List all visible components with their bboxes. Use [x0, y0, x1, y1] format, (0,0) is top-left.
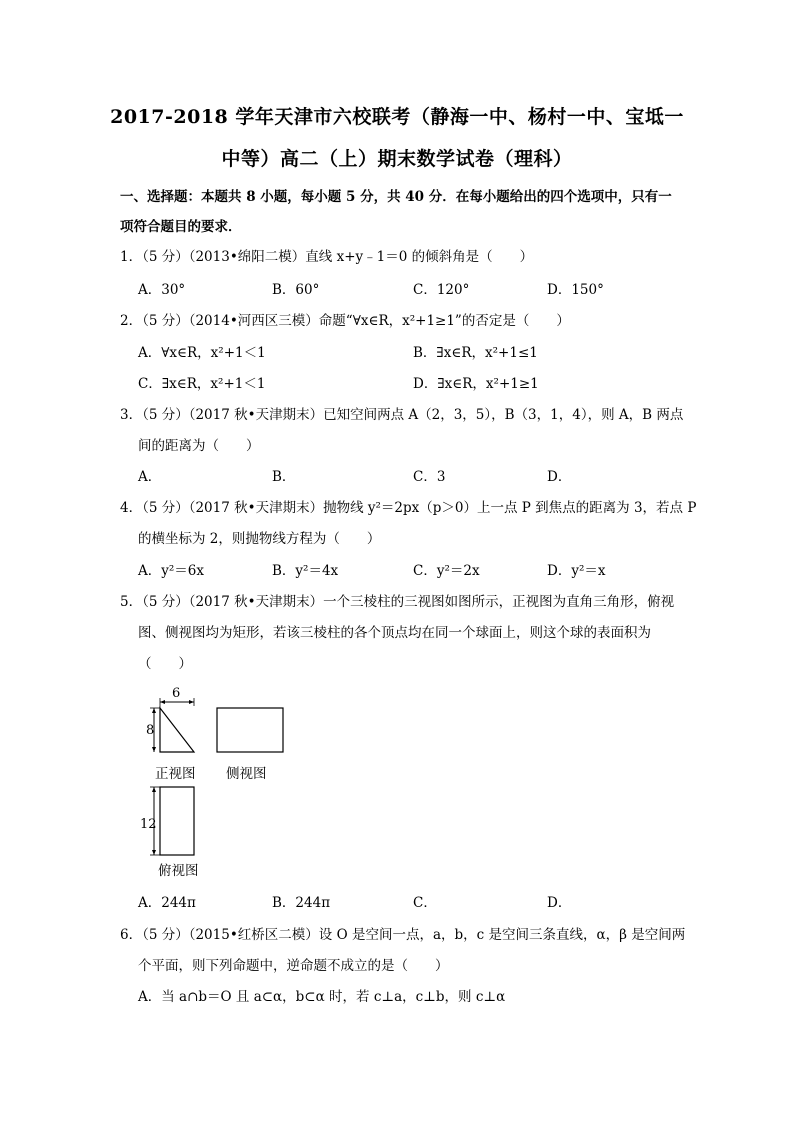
question-6-option-a: A．当 a∩b＝O 且 a⊂α，b⊂α 时，若 c⊥a，c⊥b，则 c⊥α — [138, 989, 506, 1005]
dimension-label-depth: 12 — [140, 817, 157, 832]
section-heading-line-2: 项符合题目的要求． — [120, 219, 242, 235]
dimension-label-height: 8 — [146, 723, 155, 738]
question-1-option-d: D．150° — [547, 282, 604, 298]
top-view-label: 俯视图 — [158, 863, 199, 879]
exam-title-line-1: 2017-2018 学年天津市六校联考（静海一中、杨村一中、宝坻一 — [110, 106, 684, 128]
dimension-label-width: 6 — [172, 686, 181, 701]
question-3-stem-line-1: 3．（5 分）（2017 秋•天津期末）已知空间两点 A（2，3，5），B（3，1，4），则 A，B 两点 — [120, 407, 684, 423]
question-1-stem: 1．（5 分）（2013•绵阳二模）直线 x+y﹣1＝0 的倾斜角是（ ） — [120, 249, 534, 265]
question-3-stem-line-2: 间的距离为（ ） — [138, 438, 260, 454]
side-view-label: 侧视图 — [226, 766, 267, 782]
exam-title-line-2: 中等）高二（上）期末数学试卷（理科） — [221, 148, 573, 170]
front-view-triangle — [160, 708, 194, 752]
question-4-option-d: D．y²＝x — [547, 563, 606, 579]
question-4-stem-line-1: 4．（5 分）（2017 秋•天津期末）抛物线 y²＝2px（p＞0）上一点 P 到焦点的距离为 3，若点 P — [120, 500, 697, 516]
front-view-label: 正视图 — [155, 766, 196, 782]
question-2-option-a: A．∀x∈R，x²+1＜1 — [138, 345, 266, 361]
question-2-option-b: B．∃x∈R，x²+1≤1 — [413, 345, 538, 361]
question-5-option-c: C． — [413, 895, 437, 911]
question-1-option-b: B．60° — [272, 282, 320, 298]
question-4-option-c: C．y²＝2x — [413, 563, 480, 579]
question-1-option-c: C．120° — [413, 282, 470, 298]
question-4-option-b: B．y²＝4x — [272, 563, 339, 579]
question-5-option-d: D． — [547, 895, 572, 911]
question-2-option-c: C．∃x∈R，x²+1＜1 — [138, 376, 266, 392]
question-6-stem-line-1: 6．（5 分）（2015•红桥区二模）设 O 是空间一点，a，b，c 是空间三条直线，α，β 是空间两 — [120, 927, 686, 943]
question-5-stem-line-1: 5．（5 分）（2017 秋•天津期末）一个三棱柱的三视图如图所示，正视图为直角三角形，俯视 — [120, 594, 675, 610]
section-heading-line-1: 一、选择题：本题共 8 小题，每小题 5 分，共 40 分．在每小题给出的四个选项中，只有一 — [120, 189, 672, 205]
question-5-stem-line-2: 图、侧视图均为矩形，若该三棱柱的各个顶点均在同一个球面上，则这个球的表面积为 — [138, 625, 651, 641]
side-view-rectangle — [217, 708, 283, 752]
question-3-option-d: D． — [547, 469, 572, 485]
question-4-option-a: A．y²＝6x — [138, 563, 204, 579]
question-4-stem-line-2: 的横坐标为 2，则抛物线方程为（ ） — [138, 531, 381, 547]
top-view-rectangle — [160, 787, 194, 855]
question-3-option-a: A． — [138, 469, 162, 485]
question-5-option-a: A．244π — [138, 895, 196, 911]
question-1-option-a: A．30° — [138, 282, 186, 298]
question-2-option-d: D．∃x∈R，x²+1≥1 — [413, 376, 539, 392]
question-2-stem: 2．（5 分）（2014•河西区三模）命题“∀x∈R，x²+1≥1”的否定是（ ） — [120, 313, 570, 329]
question-6-stem-line-2: 个平面，则下列命题中，逆命题不成立的是（ ） — [138, 958, 449, 974]
question-3-option-c: C．3 — [413, 469, 446, 485]
question-5-stem-line-3: （ ） — [138, 656, 192, 672]
question-5-option-b: B．244π — [272, 895, 331, 911]
question-3-option-b: B． — [272, 469, 296, 485]
